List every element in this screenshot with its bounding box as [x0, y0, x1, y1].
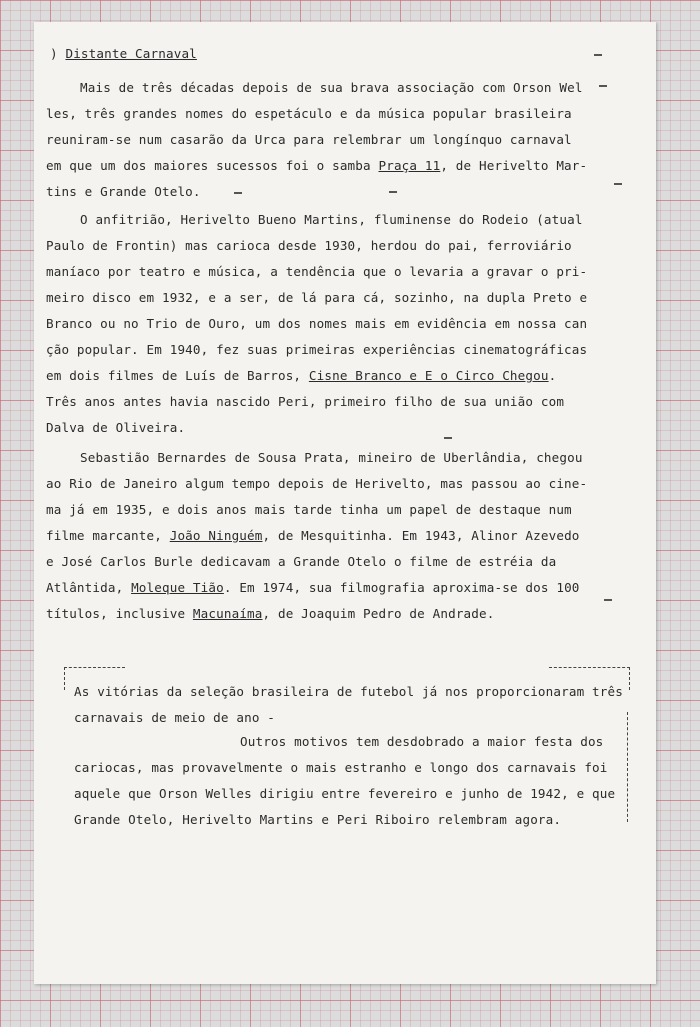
body-line	[46, 264, 587, 279]
text-segment: Três anos antes havia nascido Peri, primeiro filho de sua união com	[46, 394, 565, 409]
body-line	[80, 212, 583, 227]
body-line	[46, 106, 572, 121]
text-segment: , de Mesquitinha. Em 1943, Alinor Azevedo	[262, 528, 580, 543]
text-segment: Branco ou no Trio de Ouro, um dos nomes mais em evidência em nossa can	[46, 316, 588, 331]
boxed-line: cariocas, mas provavelmente o mais estranho e longo dos carnavais foi	[74, 760, 608, 775]
text-segment: em que um dos maiores sucessos foi o samba	[46, 158, 379, 173]
boxed-line: As vitórias da seleção brasileira de futebol já nos proporcionaram três	[74, 684, 623, 699]
text-segment: reuniram-se num casarão da Urca para relembrar um longínquo carnaval	[46, 132, 572, 147]
text-segment: .	[548, 368, 557, 383]
title-text: Distante Carnaval	[65, 46, 197, 61]
typewritten-sheet	[34, 22, 656, 984]
text-segment: Sebastião Bernardes de Sousa Prata, mineiro de Uberlândia, chegou	[80, 450, 583, 465]
text-segment: títulos, inclusive	[46, 606, 193, 621]
boxed-line: Outros motivos tem desdobrado a maior festa dos	[240, 734, 604, 749]
text-segment: tins e Grande Otelo.	[46, 184, 201, 199]
boxed-line: carnavais de meio de ano -	[74, 710, 276, 725]
margin-mark	[604, 599, 612, 601]
text-segment: . Em 1974, sua filmografia aproxima-se dos 100	[223, 580, 580, 595]
body-line	[46, 420, 185, 435]
text-segment: filme marcante,	[46, 528, 170, 543]
body-line	[80, 450, 583, 465]
text-segment: maníaco por teatro e música, a tendência que o levaria a gravar o pri-	[46, 264, 588, 279]
margin-mark	[614, 183, 622, 185]
title-mark: )	[50, 46, 58, 61]
text-segment: em dois filmes de Luís de Barros,	[46, 368, 309, 383]
text-segment: Mais de três décadas depois de sua brava associação com Orson Wel	[80, 80, 583, 95]
underlined-title: Moleque Tião	[131, 580, 224, 595]
body-line	[80, 80, 583, 95]
body-line	[46, 502, 572, 517]
text-segment: ma já em 1935, e dois anos mais tarde tinha um papel de destaque num	[46, 502, 572, 517]
margin-mark	[594, 54, 602, 56]
body-line	[46, 528, 580, 543]
text-segment: O anfitrião, Herivelto Bueno Martins, fluminense do Rodeio (atual	[80, 212, 583, 227]
underlined-title: Macunaíma	[192, 606, 263, 621]
boxed-line: Grande Otelo, Herivelto Martins e Peri Riboiro relembram agora.	[74, 812, 562, 827]
document-title	[50, 46, 197, 61]
boxed-line: aquele que Orson Welles dirigiu entre fevereiro e junho de 1942, e que	[74, 786, 616, 801]
text-segment: les, três grandes nomes do espetáculo e da música popular brasileira	[46, 106, 572, 121]
body-line	[46, 316, 587, 331]
body-line	[46, 238, 572, 253]
text-segment: , de Herivelto Mar-	[440, 158, 588, 173]
body-line	[46, 554, 556, 569]
underlined-title: João Ninguém	[169, 528, 263, 543]
text-segment: Atlântida,	[46, 580, 132, 595]
body-line	[46, 368, 556, 383]
text-segment: e José Carlos Burle dedicavam a Grande Otelo o filme de estréia da	[46, 554, 557, 569]
text-segment: Dalva de Oliveira.	[46, 420, 186, 435]
body-line	[46, 290, 587, 305]
body-line	[46, 158, 587, 173]
margin-mark	[444, 437, 452, 439]
body-line	[46, 580, 580, 595]
margin-mark	[599, 85, 607, 87]
underlined-title: Praça 11	[378, 158, 441, 173]
box-right-edge	[626, 712, 628, 822]
text-segment: ao Rio de Janeiro algum tempo depois de Herivelto, mas passou ao cine-	[46, 476, 588, 491]
body-line	[46, 342, 587, 357]
margin-mark	[389, 191, 397, 193]
margin-mark	[234, 192, 242, 194]
body-line	[46, 476, 587, 491]
text-segment: meiro disco em 1932, e a ser, de lá para cá, sozinho, na dupla Preto e	[46, 290, 588, 305]
body-line	[46, 606, 494, 621]
text-segment: ção popular. Em 1940, fez suas primeiras experiências cinematográficas	[46, 342, 588, 357]
text-segment: , de Joaquim Pedro de Andrade.	[262, 606, 495, 621]
body-line	[46, 132, 572, 147]
text-segment: Paulo de Frontin) mas carioca desde 1930, herdou do pai, ferroviário	[46, 238, 572, 253]
body-line	[46, 394, 564, 409]
body-line	[46, 184, 201, 199]
underlined-title: Cisne Branco e E o Circo Chegou	[308, 368, 549, 383]
